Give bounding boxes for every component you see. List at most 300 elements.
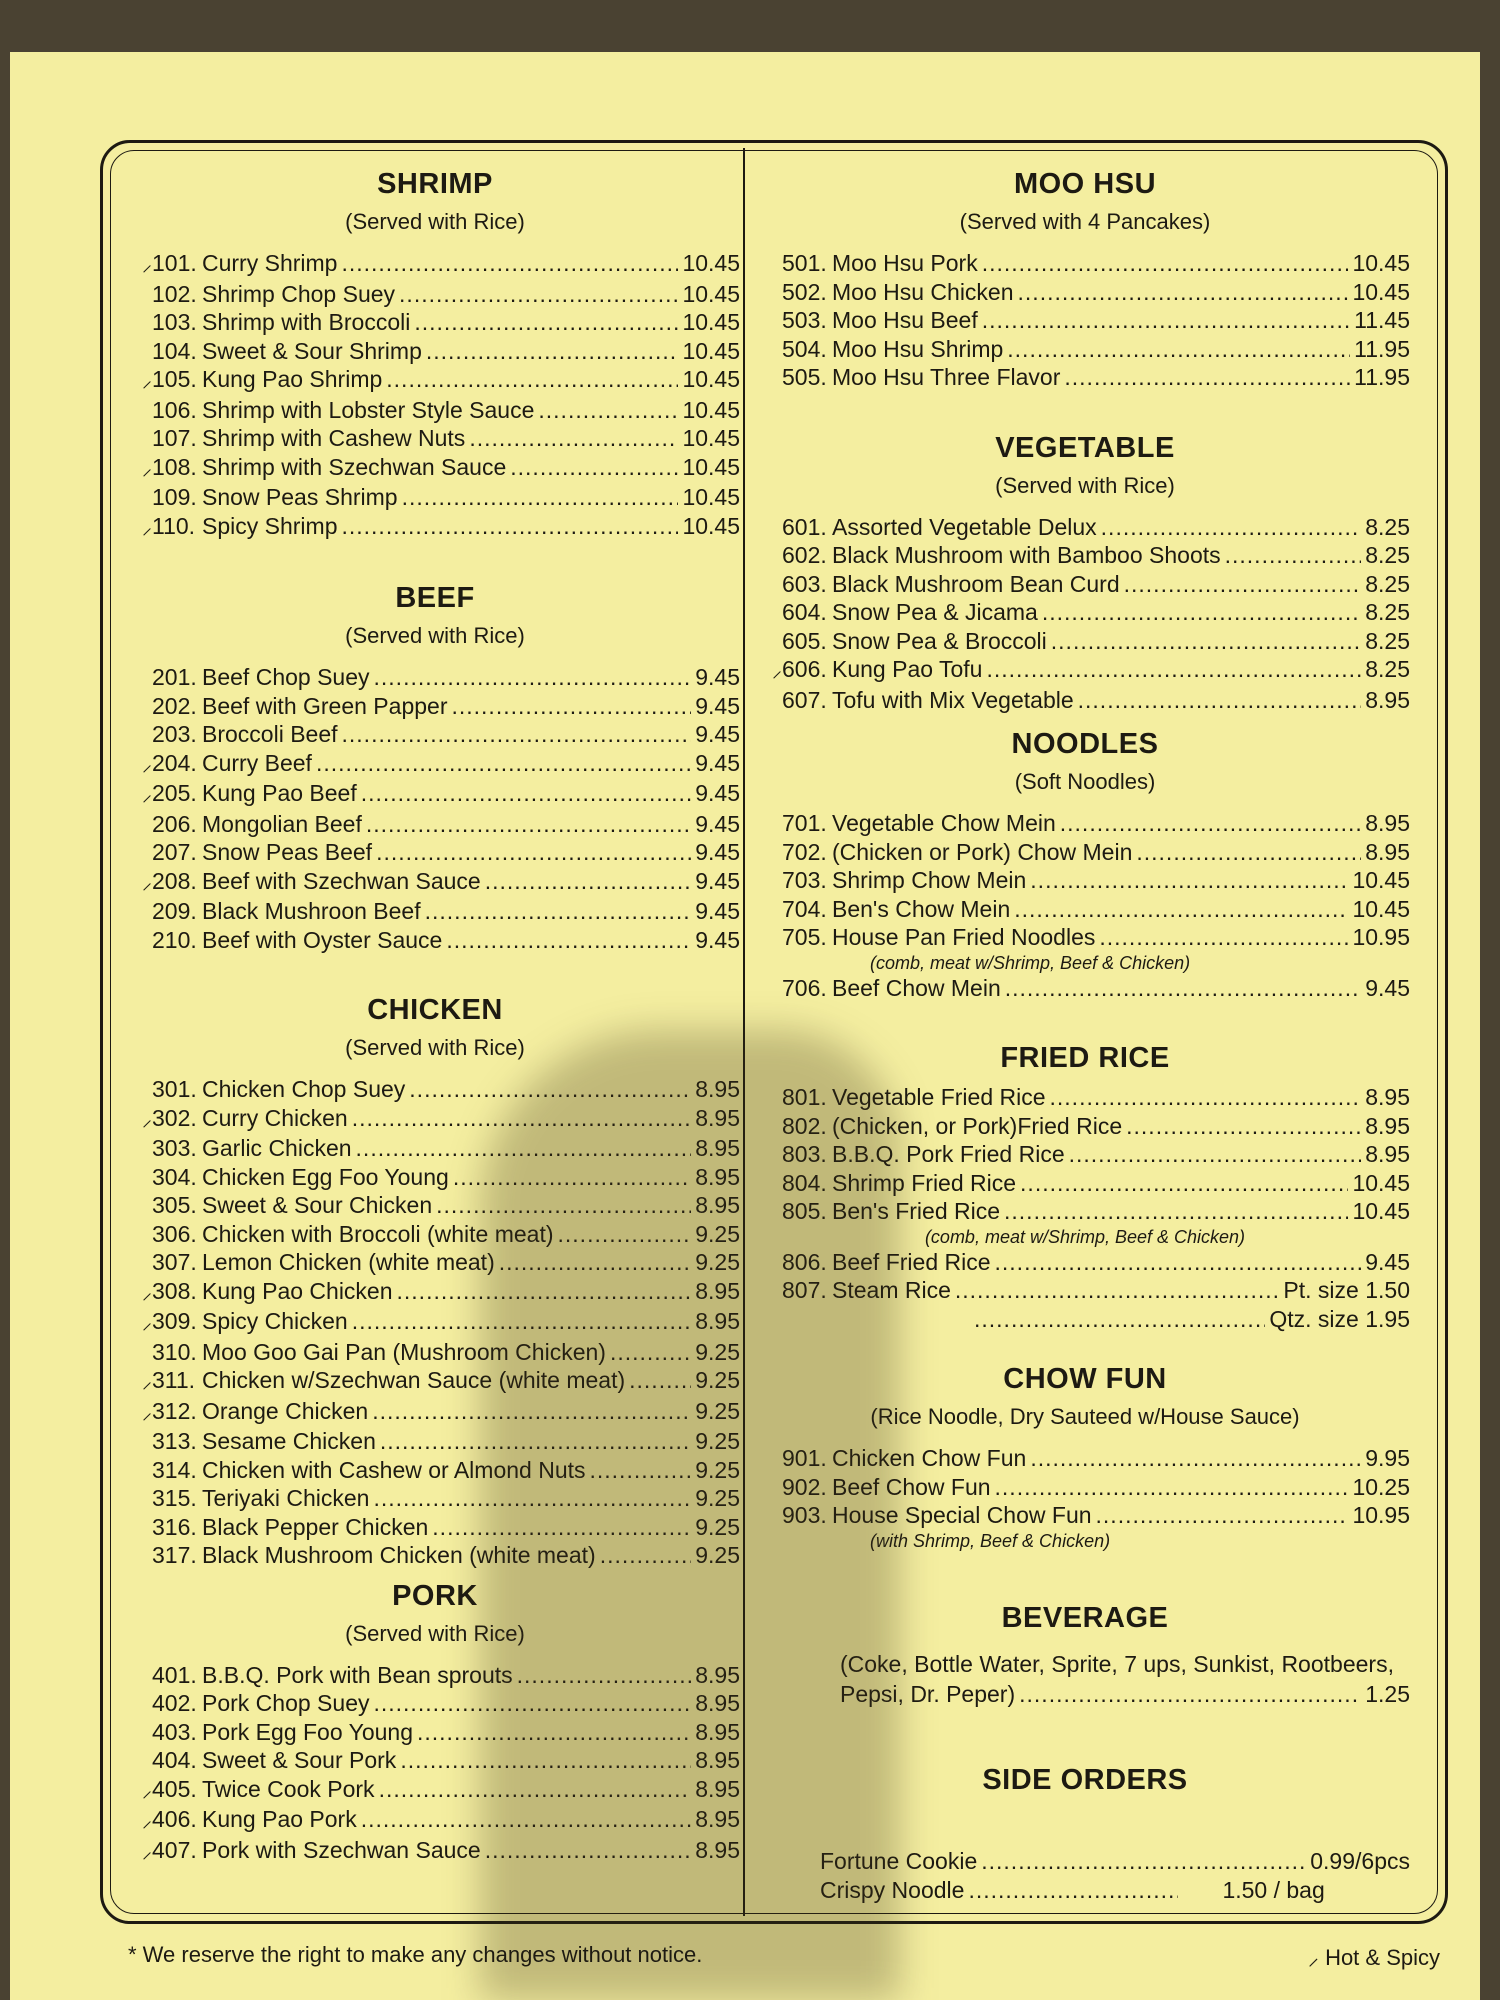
item-name: Chicken Chow Fun xyxy=(832,1445,1027,1471)
item-name: Moo Hsu Beef xyxy=(832,307,978,333)
item-number: 703. xyxy=(782,867,827,893)
menu-item xyxy=(130,453,740,484)
item-number: 307. xyxy=(152,1249,197,1275)
leader-dots xyxy=(453,1163,691,1192)
menu-item xyxy=(760,895,1410,924)
leader-dots xyxy=(1096,1501,1349,1530)
menu-item xyxy=(130,720,740,749)
leader-dots xyxy=(352,1104,692,1133)
menu-item xyxy=(760,1083,1410,1112)
beverage-line-2: Pepsi, Dr. Peper) ..... 1.25 xyxy=(760,1680,1410,1709)
pepper-icon: ⸝ xyxy=(142,753,152,776)
item-price: 8.95 xyxy=(1365,1084,1410,1110)
leader-dots xyxy=(1124,570,1362,599)
item-number: 406. xyxy=(152,1806,197,1832)
leader-dots xyxy=(379,1775,692,1804)
leader-dots xyxy=(341,249,678,278)
item-name: Twice Cook Pork xyxy=(202,1775,375,1802)
item-number: 606. xyxy=(782,656,827,682)
item-name: Assorted Vegetable Delux xyxy=(832,513,1097,540)
item-number: 311. xyxy=(152,1367,196,1393)
leader-dots xyxy=(1069,1140,1362,1169)
item-price: 9.45 xyxy=(695,810,740,837)
leader-dots xyxy=(397,1277,692,1306)
item-number: 317. xyxy=(152,1542,197,1568)
item-name: Shrimp with Cashew Nuts xyxy=(202,425,466,451)
pepper-icon: ⸝ xyxy=(142,254,152,276)
leader-dots xyxy=(446,926,691,955)
menu-item xyxy=(130,1427,740,1456)
menu-item xyxy=(130,1541,740,1570)
pepper-icon: ⸝ xyxy=(142,1371,152,1393)
item-name: Kung Pao Tofu xyxy=(832,656,983,682)
menu-item xyxy=(130,1163,740,1192)
item-name: Shrimp Chow Mein xyxy=(832,867,1027,893)
item-name: Beef Chop Suey xyxy=(202,664,370,690)
item-name: Black Mushroon Beef xyxy=(202,898,421,924)
item-name: Pork Chop Suey xyxy=(202,1690,370,1716)
menu-item xyxy=(760,1197,1410,1226)
menu-item xyxy=(130,1104,740,1135)
leader-dots xyxy=(590,1456,692,1485)
item-list xyxy=(130,249,740,542)
item-price: 8.95 xyxy=(695,1775,740,1802)
section-side-orders xyxy=(760,1764,1410,1904)
item-price: 9.25 xyxy=(695,1485,740,1511)
leader-dots xyxy=(414,308,678,337)
item-name: B.B.Q. Pork Fried Rice xyxy=(832,1141,1065,1167)
item-price: 9.45 xyxy=(1365,974,1410,1001)
item-number: 205. xyxy=(152,780,197,806)
menu-item xyxy=(130,1134,740,1163)
menu-item xyxy=(760,278,1410,307)
item-name: Steam Rice xyxy=(832,1277,951,1303)
item-price: 8.95 xyxy=(1365,838,1410,865)
pepper-icon: ⸝ xyxy=(142,370,152,392)
item-price: 10.25 xyxy=(1352,1473,1410,1500)
item-list xyxy=(130,1661,740,1867)
item-name: Ben's Fried Rice xyxy=(832,1198,1001,1224)
item-number: 407. xyxy=(152,1836,197,1863)
leader-dots xyxy=(510,453,678,482)
leader-dots xyxy=(1018,278,1349,307)
item-price: 8.25 xyxy=(1365,627,1410,654)
leader-dots xyxy=(1004,1197,1348,1226)
leader-dots xyxy=(1099,923,1348,952)
leader-dots xyxy=(485,1836,692,1865)
item-number: 107. xyxy=(152,425,197,451)
item-price: 8.95 xyxy=(1365,810,1410,836)
item-price: 10.45 xyxy=(682,366,740,392)
leader-dots xyxy=(366,810,691,839)
section-subtitle: (Served with Rice) xyxy=(345,623,525,648)
menu-item xyxy=(760,1473,1410,1502)
item-list xyxy=(760,809,1410,1002)
menu-item xyxy=(130,749,740,780)
item-price: 8.95 xyxy=(695,1135,740,1161)
item-price: 10.45 xyxy=(682,453,740,480)
item-number: 603. xyxy=(782,570,827,597)
item-price: 9.45 xyxy=(695,898,740,924)
legend-text: Hot & Spicy xyxy=(1325,1945,1440,1970)
leader-dots xyxy=(380,1427,691,1456)
item-number: 105. xyxy=(152,366,197,392)
item-name: Shrimp Chop Suey xyxy=(202,280,396,307)
item-name: Curry Shrimp xyxy=(202,250,338,276)
leader-dots xyxy=(373,1484,691,1513)
item-price: 9.45 xyxy=(695,926,740,953)
item-price: 10.95 xyxy=(1352,1502,1410,1528)
item-number: 404. xyxy=(152,1747,197,1773)
item-number: 305. xyxy=(152,1192,197,1218)
item-number: 313. xyxy=(152,1428,197,1454)
item-number: 402. xyxy=(152,1690,197,1716)
right-column xyxy=(760,168,1410,1944)
item-number: 102. xyxy=(152,280,197,307)
item-price: 9.25 xyxy=(695,1397,740,1424)
leader-dots xyxy=(1030,1444,1361,1473)
menu-item xyxy=(130,1836,740,1867)
menu-item xyxy=(130,1338,740,1367)
item-name: Beef with Green Papper xyxy=(202,692,448,719)
item-price: 8.95 xyxy=(1365,686,1410,713)
leader-dots xyxy=(399,280,678,309)
leader-dots xyxy=(1007,335,1350,364)
item-price: 10.45 xyxy=(682,250,740,276)
leader-dots xyxy=(1005,974,1361,1003)
item-price: 9.25 xyxy=(695,1220,740,1247)
section-title: FRIED RICE xyxy=(1000,1042,1170,1074)
item-number: 204. xyxy=(152,749,197,776)
item-name: Moo Hsu Shrimp xyxy=(832,335,1004,362)
leader-dots xyxy=(1051,627,1361,656)
item-name: Black Pepper Chicken xyxy=(202,1513,429,1540)
item-number: 706. xyxy=(782,974,827,1001)
pepper-icon: ⸝ xyxy=(142,1401,152,1424)
leader-dots xyxy=(1064,363,1350,392)
section-moohsu xyxy=(760,168,1410,392)
menu-item xyxy=(760,923,1410,952)
item-price: 8.95 xyxy=(695,1308,740,1334)
menu-item xyxy=(130,663,740,692)
item-number: 103. xyxy=(152,309,197,335)
leader-dots xyxy=(341,512,678,541)
leader-dots xyxy=(982,249,1349,278)
menu-item xyxy=(130,926,740,955)
item-price: 9.45 xyxy=(695,692,740,719)
leader-dots xyxy=(1126,1112,1361,1141)
beverage-price: 1.25 xyxy=(1365,1680,1410,1707)
item-name: Chicken w/Szechwan Sauce (white meat) xyxy=(202,1367,626,1393)
menu-item xyxy=(760,570,1410,599)
menu-item xyxy=(130,396,740,425)
item-number: 403. xyxy=(152,1718,197,1745)
item-number: 302. xyxy=(152,1104,197,1131)
item-name: Chicken Chop Suey xyxy=(202,1076,406,1102)
item-list xyxy=(760,249,1410,392)
item-name: Tofu with Mix Vegetable xyxy=(832,686,1074,713)
item-price: 8.25 xyxy=(1365,656,1410,682)
item-name: Kung Pao Beef xyxy=(202,780,357,806)
leader-dots xyxy=(342,720,692,749)
item-number: 310. xyxy=(152,1338,197,1365)
item-name: Kung Pao Chicken xyxy=(202,1277,393,1304)
leader-dots xyxy=(409,1075,691,1104)
menu-item xyxy=(130,1805,740,1836)
menu-item xyxy=(760,838,1410,867)
leader-dots xyxy=(451,692,691,721)
item-number: 309. xyxy=(152,1308,197,1334)
item-name: Chicken with Cashew or Almond Nuts xyxy=(202,1456,586,1483)
item-name: Shrimp with Broccoli xyxy=(202,309,411,335)
item-price: 8.95 xyxy=(695,1718,740,1745)
leader-dots xyxy=(316,749,691,778)
item-name: Beef with Oyster Sauce xyxy=(202,926,443,953)
section-shrimp xyxy=(130,168,740,542)
item-list xyxy=(130,663,740,954)
pepper-icon: ⸝ xyxy=(142,1840,152,1863)
menu-item xyxy=(130,779,740,810)
menu-item xyxy=(130,1513,740,1542)
item-price: 9.45 xyxy=(695,839,740,865)
item-name: Broccoli Beef xyxy=(202,721,338,747)
leader-dots xyxy=(376,838,691,867)
item-list xyxy=(760,1444,1410,1552)
menu-item xyxy=(130,365,740,396)
leader-dots xyxy=(600,1541,692,1570)
section-subtitle: (Served with Rice) xyxy=(345,1035,525,1060)
section-subtitle: (Soft Noodles) xyxy=(1014,769,1156,794)
side-item-fortune-cookie: Fortune Cookie ..... 0.99/6pcs xyxy=(760,1847,1410,1876)
menu-item xyxy=(760,1248,1410,1277)
item-note: (comb, meat w/Shrimp, Beef & Chicken) xyxy=(870,952,1191,973)
item-price: 10.45 xyxy=(682,425,740,451)
item-number: 604. xyxy=(782,599,827,625)
item-number: 206. xyxy=(152,810,197,837)
item-number: 405. xyxy=(152,1775,197,1802)
item-price: 9.45 xyxy=(695,780,740,806)
item-number: 803. xyxy=(782,1141,827,1167)
leader-dots xyxy=(517,1661,692,1690)
section-fried-rice xyxy=(760,1042,1410,1333)
item-name: Curry Chicken xyxy=(202,1104,348,1131)
item-number: 308. xyxy=(152,1277,197,1304)
item-name: Mongolian Beef xyxy=(202,810,362,837)
item-number: 312. xyxy=(152,1397,197,1424)
item-price: 8.95 xyxy=(695,1806,740,1832)
menu-item xyxy=(130,483,740,512)
leader-dots xyxy=(1014,895,1348,924)
item-name: Vegetable Fried Rice xyxy=(832,1084,1046,1110)
steam-qt-size: Qtz. size 1.95 xyxy=(1269,1305,1410,1332)
leader-dots xyxy=(986,655,1361,684)
item-number: 504. xyxy=(782,335,827,362)
pepper-icon: ⸝ xyxy=(772,660,782,682)
menu-item xyxy=(760,249,1410,278)
section-subtitle: (Rice Noodle, Dry Sauteed w/House Sauce) xyxy=(870,1404,1300,1429)
item-name: Pork Egg Foo Young xyxy=(202,1718,413,1745)
item-price: 9.45 xyxy=(695,721,740,747)
menu-item xyxy=(760,363,1410,392)
menu-item xyxy=(130,1191,740,1220)
item-name: Spicy Chicken xyxy=(202,1308,348,1334)
leader-dots xyxy=(538,396,678,425)
menu-item xyxy=(760,598,1410,627)
pepper-icon: ⸝ xyxy=(142,784,152,806)
item-name: Sweet & Sour Shrimp xyxy=(202,337,422,364)
item-price: 9.45 xyxy=(695,867,740,894)
item-name: Moo Hsu Three Flavor xyxy=(832,364,1061,390)
menu-item xyxy=(760,1169,1410,1198)
item-name: Ben's Chow Mein xyxy=(832,895,1011,922)
item-number: 501. xyxy=(782,250,827,276)
item-number: 807. xyxy=(782,1277,827,1303)
leader-dots xyxy=(1078,686,1362,715)
menu-item xyxy=(130,838,740,867)
item-price: 8.95 xyxy=(695,1661,740,1688)
item-price: 10.45 xyxy=(682,512,740,539)
item-name: Lemon Chicken (white meat) xyxy=(202,1249,495,1275)
menu-item xyxy=(130,1075,740,1104)
item-name: Beef Chow Mein xyxy=(832,974,1001,1001)
beverage-line-1: (Coke, Bottle Water, Sprite, 7 ups, Sunkist, Rootbeers, xyxy=(840,1650,1394,1677)
item-name: Teriyaki Chicken xyxy=(202,1485,370,1511)
leader-dots xyxy=(402,483,679,512)
item-name: Sesame Chicken xyxy=(202,1428,376,1454)
item-number: 202. xyxy=(152,692,197,719)
section-title: CHOW FUN xyxy=(1003,1363,1167,1395)
item-name: Black Mushroom with Bamboo Shoots xyxy=(832,542,1221,568)
leader-dots xyxy=(469,424,678,453)
menu-item xyxy=(130,249,740,280)
column-divider xyxy=(743,148,745,1916)
item-name: Black Mushroom Chicken (white meat) xyxy=(202,1542,596,1568)
pepper-icon: ⸝ xyxy=(142,516,152,539)
leader-dots xyxy=(436,1191,691,1220)
section-beef xyxy=(130,582,740,954)
item-price: 10.45 xyxy=(1352,867,1410,893)
leader-dots xyxy=(361,779,692,808)
leader-dots xyxy=(610,1338,691,1367)
menu-item xyxy=(130,424,740,453)
leader-dots xyxy=(995,1248,1362,1277)
item-price: 10.45 xyxy=(1352,1169,1410,1196)
item-name: Chicken Egg Foo Young xyxy=(202,1163,449,1190)
menu-item xyxy=(130,1484,740,1513)
item-price: 11.95 xyxy=(1354,364,1410,390)
item-price: 10.45 xyxy=(682,396,740,423)
item-price: 10.45 xyxy=(682,484,740,510)
item-number: 109. xyxy=(152,484,197,510)
section-title: SIDE ORDERS xyxy=(982,1764,1188,1796)
item-number: 804. xyxy=(782,1169,827,1196)
item-price: 8.95 xyxy=(695,1104,740,1131)
steam-pt-size: Pt. size 1.50 xyxy=(1283,1277,1410,1303)
item-price: 9.25 xyxy=(695,1249,740,1275)
item-number: 607. xyxy=(782,686,827,713)
pepper-icon: ⸝ xyxy=(142,1281,152,1304)
item-note: (comb, meat w/Shrimp, Beef & Chicken) xyxy=(924,1226,1246,1247)
menu-item xyxy=(130,1661,740,1690)
leader-dots xyxy=(1042,598,1361,627)
side-item-crispy-noodle: Crispy Noodle ..... 1.50 / bag xyxy=(760,1876,1410,1905)
menu-item xyxy=(130,897,740,926)
leader-dots xyxy=(417,1718,691,1747)
item-price: 10.45 xyxy=(1352,250,1410,276)
spicy-legend xyxy=(1308,1942,1440,1972)
item-price: 10.45 xyxy=(1352,278,1410,305)
item-number: 502. xyxy=(782,278,827,305)
item-price: 8.95 xyxy=(1365,1141,1410,1167)
item-number: 901. xyxy=(782,1445,827,1471)
section-noodles xyxy=(760,728,1410,1002)
item-number: 505. xyxy=(782,364,827,390)
item-list xyxy=(760,1083,1410,1276)
item-name: Orange Chicken xyxy=(202,1397,369,1424)
leader-dots xyxy=(485,867,692,896)
item-number: 201. xyxy=(152,664,197,690)
section-subtitle: (Served with Rice) xyxy=(345,209,525,234)
menu-item xyxy=(760,627,1410,656)
menu-item xyxy=(130,1307,740,1338)
item-number: 801. xyxy=(782,1084,827,1110)
menu-item xyxy=(760,1444,1410,1473)
leader-dots xyxy=(1060,809,1361,838)
menu-item xyxy=(760,1112,1410,1141)
menu-item xyxy=(760,1140,1410,1169)
leader-dots xyxy=(558,1220,692,1249)
item-number: 805. xyxy=(782,1198,827,1224)
menu-item xyxy=(130,1775,740,1806)
item-price: 9.95 xyxy=(1365,1445,1410,1471)
steam-rice-qt xyxy=(760,1305,1410,1334)
item-name: Beef Fried Rice xyxy=(832,1248,991,1275)
pepper-icon: ⸝ xyxy=(142,1779,152,1802)
section-title: SHRIMP xyxy=(377,168,493,200)
item-number: 210. xyxy=(152,926,197,953)
item-name: Snow Pea & Broccoli xyxy=(832,627,1047,654)
item-number: 106. xyxy=(152,396,197,423)
leader-dots xyxy=(361,1805,692,1834)
leader-dots xyxy=(499,1248,692,1277)
menu-item xyxy=(130,1366,740,1397)
menu-item xyxy=(760,866,1410,895)
item-name: Moo Hsu Chicken xyxy=(832,278,1014,305)
item-name: Curry Beef xyxy=(202,749,312,776)
menu-item xyxy=(130,1718,740,1747)
leader-dots xyxy=(1101,513,1362,542)
item-name: Beef with Szechwan Sauce xyxy=(202,867,481,894)
item-name: Spicy Shrimp xyxy=(202,512,338,539)
item-price: 10.45 xyxy=(682,337,740,364)
leader-dots xyxy=(1030,866,1348,895)
item-number: 110. xyxy=(152,512,196,539)
item-name: House Pan Fried Noodles xyxy=(832,924,1096,950)
item-number: 602. xyxy=(782,542,827,568)
item-price: 10.45 xyxy=(682,280,740,307)
leader-dots xyxy=(629,1366,691,1395)
menu-item xyxy=(760,541,1410,570)
item-name: Snow Pea & Jicama xyxy=(832,599,1038,625)
menu-item xyxy=(130,1220,740,1249)
leader-dots xyxy=(1050,1083,1362,1112)
item-number: 203. xyxy=(152,721,197,747)
leader-dots xyxy=(373,1689,691,1718)
item-number: 316. xyxy=(152,1513,197,1540)
item-number: 208. xyxy=(152,867,197,894)
steam-rice-item xyxy=(760,1276,1410,1305)
item-price: 9.25 xyxy=(695,1428,740,1454)
